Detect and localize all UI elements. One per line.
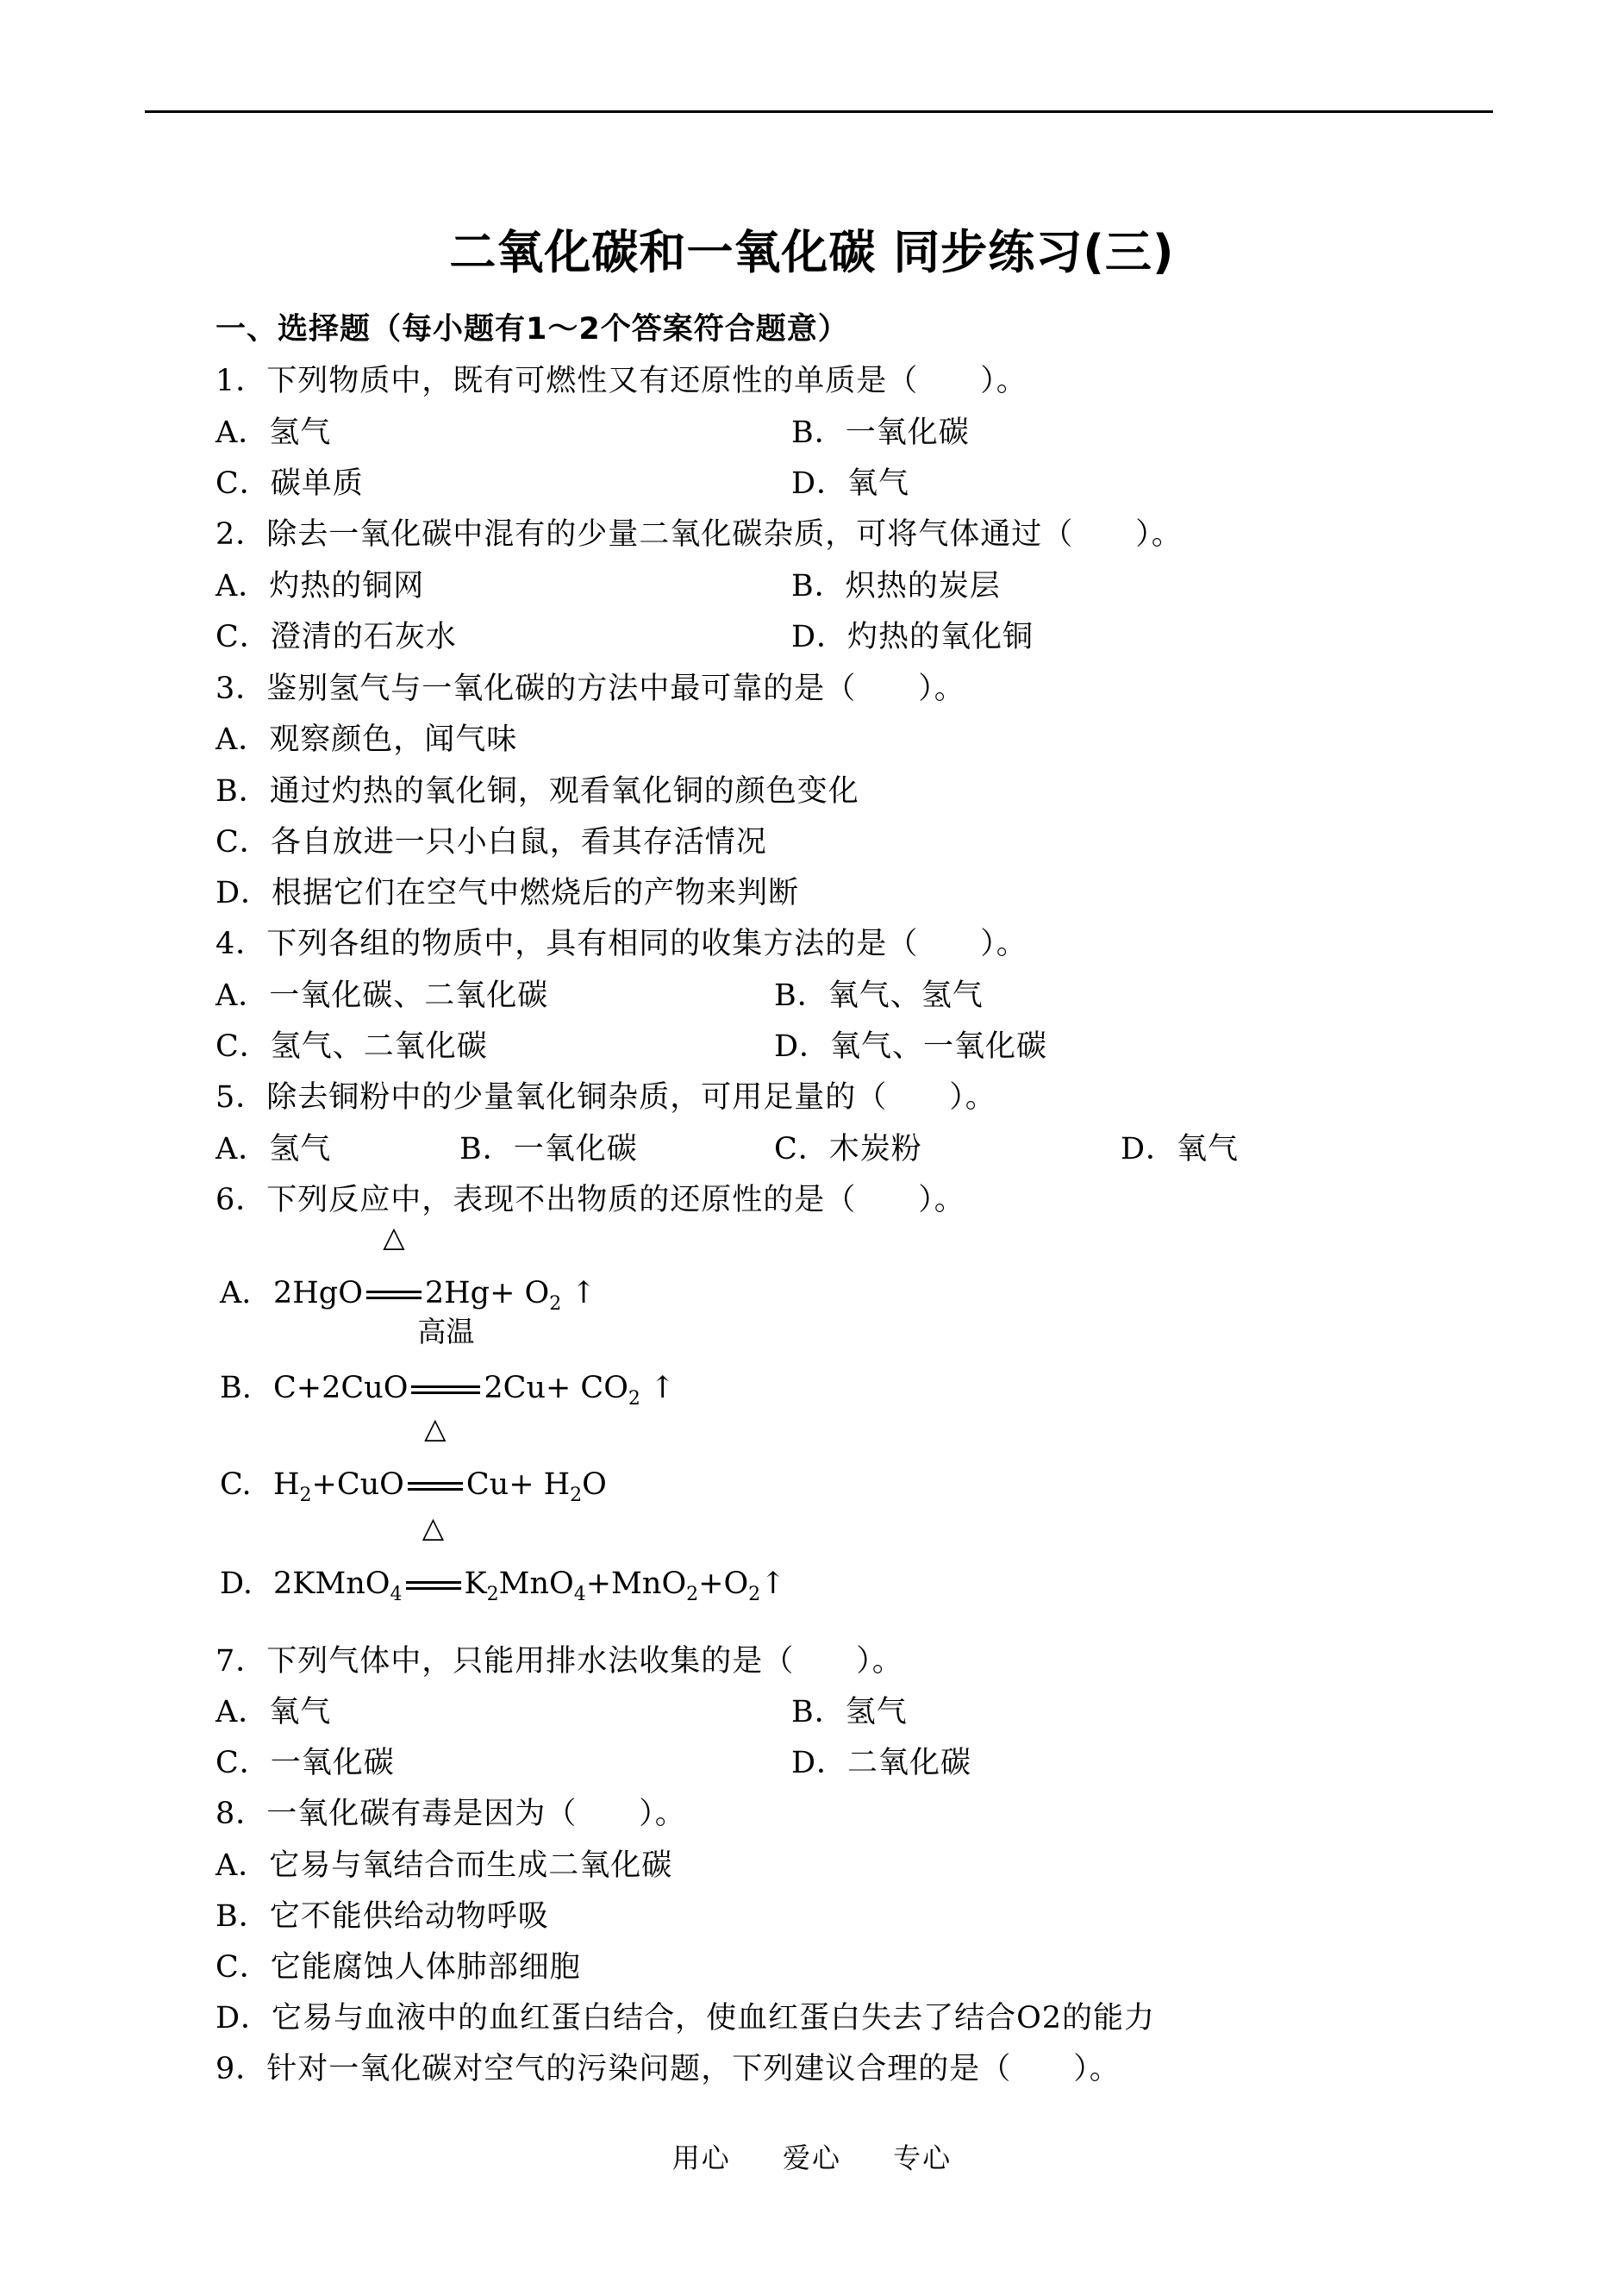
question-8-option-d: D．它易与血液中的血红蛋白结合，使血红蛋白失去了结合O2的能力 [215, 2001, 1156, 2035]
page-title: 二氧化碳和一氧化碳 同步练习(三) [449, 225, 1175, 279]
equation-d-product-1b: MnO [498, 1566, 574, 1601]
question-3-option-c: C．各自放进一只小白鼠，看其存活情况 [215, 825, 767, 860]
equation-c-reactant-2: +CuO [311, 1467, 404, 1502]
question-4-option-b: B．氧气、氢气 [774, 979, 984, 1013]
double-line-icon [366, 1291, 422, 1299]
equation-b-subscript: 2 [628, 1388, 640, 1410]
question-5-option-b: B．一氧化碳 [459, 1132, 638, 1166]
equation-b-label: B. [220, 1371, 252, 1405]
question-2-option-d: D．灼热的氧化铜 [791, 620, 1034, 654]
equation-c-condition-text: △ [424, 1411, 447, 1445]
equation-a-condition-text: △ [383, 1220, 405, 1254]
footer-text-2: 爱心 [782, 2142, 841, 2174]
question-8-stem: 8．一氧化碳有毒是因为（ ）。 [215, 1797, 686, 1831]
question-6-stem: 6．下列反应中，表现不出物质的还原性的是（ ）。 [215, 1183, 965, 1217]
question-7-option-d: D．二氧化碳 [791, 1746, 972, 1780]
equation-d-subscript-1: 4 [390, 1584, 403, 1605]
question-3-option-b: B．通过灼热的氧化铜，观看氧化铜的颜色变化 [215, 774, 859, 809]
equation-d-label: D. [220, 1566, 253, 1601]
equation-b-reactants: C+2CuO [273, 1371, 409, 1405]
question-8-option-a: A．它易与氧结合而生成二氧化碳 [215, 1848, 673, 1883]
question-1-stem: 1．下列物质中，既有可燃性又有还原性的单质是（ ）。 [215, 364, 1027, 398]
equation-c-product-1: Cu+ H [465, 1467, 571, 1502]
equation-d-product-3: +O [698, 1566, 749, 1601]
equation-d-condition-text: △ [422, 1510, 445, 1544]
equation-d-subscript-2: 2 [486, 1584, 499, 1605]
question-7-option-a: A．氧气 [215, 1695, 332, 1729]
gas-arrow-icon: ↑ [760, 1566, 786, 1601]
question-3-stem: 3．鉴别氢气与一氧化碳的方法中最可靠的是（ ）。 [215, 672, 965, 706]
question-9-stem: 9．针对一氧化碳对空气的污染问题，下列建议合理的是（ ）。 [215, 2052, 1121, 2086]
question-5-option-c: C．木炭粉 [774, 1132, 922, 1166]
question-7-option-b: B．氢气 [791, 1695, 908, 1729]
footer-text-1: 用心 [671, 2142, 731, 2174]
equation-c-label: C. [220, 1467, 252, 1502]
equation-a-subscript: 2 [549, 1293, 562, 1315]
equation-d-reactant: 2KMnO [273, 1566, 390, 1601]
equation-d [220, 1510, 786, 1623]
equation-a-reactants: 2HgO [273, 1276, 363, 1310]
equation-b-condition-text: 高温 [417, 1315, 475, 1348]
equation-d-product-2: +MnO [585, 1566, 687, 1601]
equation-c-product-2: O [582, 1467, 607, 1502]
question-1-option-a: A．氢气 [215, 416, 332, 450]
question-4-option-c: C．氢气、二氧化碳 [215, 1029, 488, 1064]
question-3-option-a: A．观察颜色，闻气味 [215, 722, 518, 757]
equation-c-reactant-1: H [273, 1467, 300, 1502]
double-line-icon [411, 1385, 480, 1394]
question-4-stem: 4．下列各组的物质中，具有相同的收集方法的是（ ）。 [215, 927, 1027, 961]
question-1-option-b: B．一氧化碳 [791, 416, 970, 450]
question-2-option-c: C．澄清的石灰水 [215, 620, 457, 654]
question-5-stem: 5．除去铜粉中的少量氧化铜杂质，可用足量的（ ）。 [215, 1080, 996, 1115]
question-8-option-b: B．它不能供给动物呼吸 [215, 1899, 549, 1934]
question-2-option-b: B．炽热的炭层 [791, 569, 1001, 603]
equation-c-subscript-2: 2 [570, 1485, 583, 1506]
question-4-option-d: D．氧气、一氧化碳 [774, 1029, 1048, 1064]
equation-a-label: A. [220, 1276, 252, 1310]
question-7-option-c: C．一氧化碳 [215, 1746, 395, 1780]
equation-d-subscript-3: 4 [573, 1584, 586, 1605]
question-7-stem: 7．下列气体中，只能用排水法收集的是（ ）。 [215, 1644, 903, 1679]
question-3-option-d: D．根据它们在空气中燃烧后的产物来判断 [215, 876, 800, 910]
gas-arrow-icon: ↑ [650, 1371, 676, 1405]
question-1-option-d: D．氧气 [791, 466, 910, 501]
question-4-option-a: A．一氧化碳、二氧化碳 [215, 979, 549, 1013]
equation-d-condition [403, 1510, 465, 1623]
question-5-option-d: D．氧气 [1121, 1132, 1240, 1166]
equation-d-product-1a: K [464, 1566, 487, 1601]
gas-arrow-icon: ↑ [571, 1276, 597, 1310]
footer-text-3: 专心 [893, 2142, 953, 2174]
equation-c-subscript-1: 2 [299, 1485, 312, 1506]
equation-a-products: 2Hg+ O [424, 1276, 550, 1310]
double-line-icon [408, 1482, 463, 1491]
equation-d-subscript-5: 2 [748, 1584, 761, 1605]
question-2-stem: 2．除去一氧化碳中混有的少量二氧化碳杂质，可将气体通过（ ）。 [215, 517, 1183, 552]
question-1-option-c: C．碳单质 [215, 466, 364, 501]
header-rule [145, 110, 1493, 113]
section-heading: 一、选择题（每小题有1～2个答案符合题意） [215, 312, 849, 347]
equation-b-products: 2Cu+ CO [484, 1371, 628, 1405]
equation-d-subscript-4: 2 [686, 1584, 699, 1605]
question-2-option-a: A．灼热的铜网 [215, 569, 425, 603]
question-8-option-c: C．它能腐蚀人体肺部细胞 [215, 1950, 581, 1985]
double-line-icon [406, 1581, 461, 1590]
question-5-option-a: A．氢气 [215, 1132, 332, 1166]
page-footer [0, 2136, 1624, 2176]
